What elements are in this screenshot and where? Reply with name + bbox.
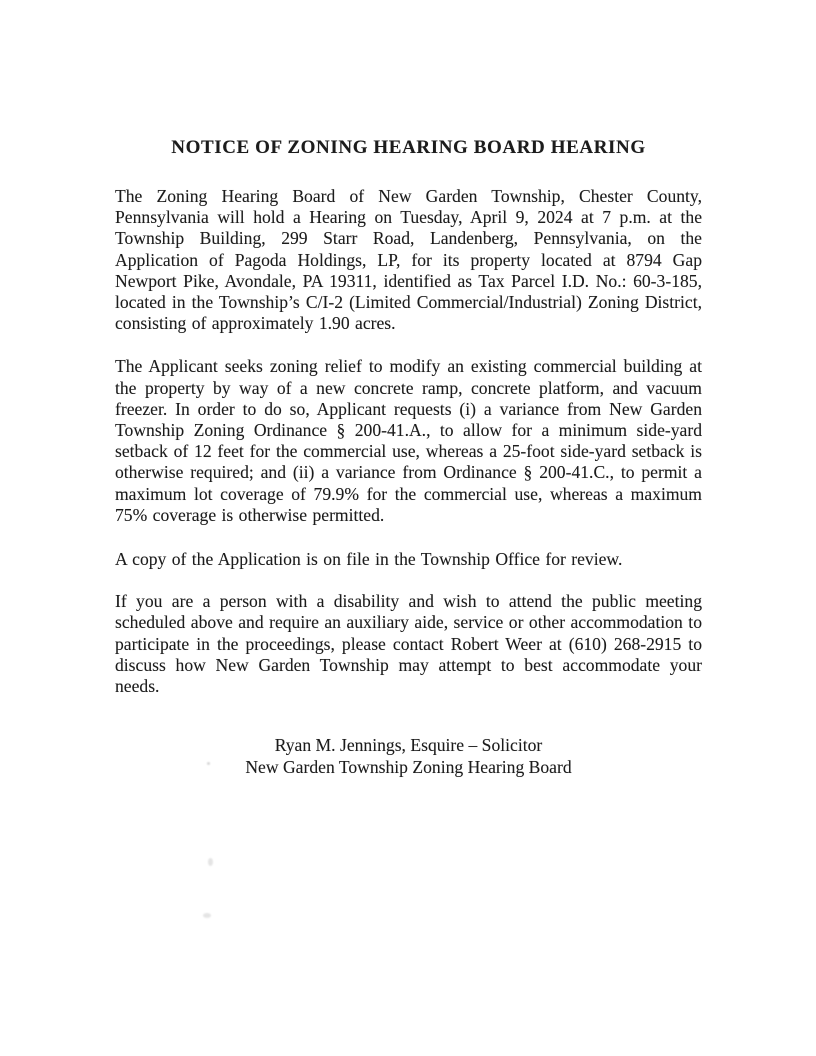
- signature-solicitor-name: Ryan M. Jennings, Esquire – Solicitor: [274, 735, 543, 756]
- signature-block: [115, 735, 702, 778]
- scan-artifact-speck: [203, 913, 211, 918]
- notice-paragraph-disability-accommodation: If you are a person with a disability and wish to attend the public meeting scheduled above and require an auxiliary aide, service or other accommodation to participate in the proceedings, please contact Robert Weer at (610) 268-2915 to discuss how New Garden Township may attempt to best accommodate your needs.: [115, 591, 702, 697]
- scan-artifact-speck: [207, 762, 210, 765]
- notice-title: NOTICE OF ZONING HEARING BOARD HEARING: [171, 137, 646, 158]
- signature-board-name: New Garden Township Zoning Hearing Board: [245, 756, 572, 777]
- notice-content: [115, 137, 702, 778]
- notice-paragraph-relief-sought: The Applicant seeks zoning relief to modify an existing commercial building at the property by way of a new concrete ramp, concrete platform, and vacuum freezer. In order to do so, Applicant requests (i) a variance from New Garden Township Zoning Ordinance § 200-41.A., to allow for a minimum side-yard setback of 12 feet for the commercial use, whereas a 25-foot side-yard setback is otherwise required; and (ii) a variance from Ordinance § 200-41.C., to permit a maximum lot coverage of 79.9% for the commercial use, whereas a maximum 75% coverage is otherwise permitted.: [115, 356, 702, 525]
- scan-artifact-speck: [208, 858, 213, 866]
- notice-paragraph-application-on-file: A copy of the Application is on file in the Township Office for review.: [115, 549, 623, 570]
- notice-paragraph-hearing-details: The Zoning Hearing Board of New Garden Township, Chester County, Pennsylvania will hold a Hearing on Tuesday, April 9, 2024 at 7 p.m. at the Township Building, 299 Starr Road, Landenberg, Pennsylvania, on the Application of Pagoda Holdings, LP, for its property located at 8794 Gap Newport Pike, Avondale, PA 19311, identified as Tax Parcel I.D. No.: 60-3-185, located in the Township’s C/I-2 (Limited Commercial/Industrial) Zoning District, consisting of approximately 1.90 acres.: [115, 186, 702, 334]
